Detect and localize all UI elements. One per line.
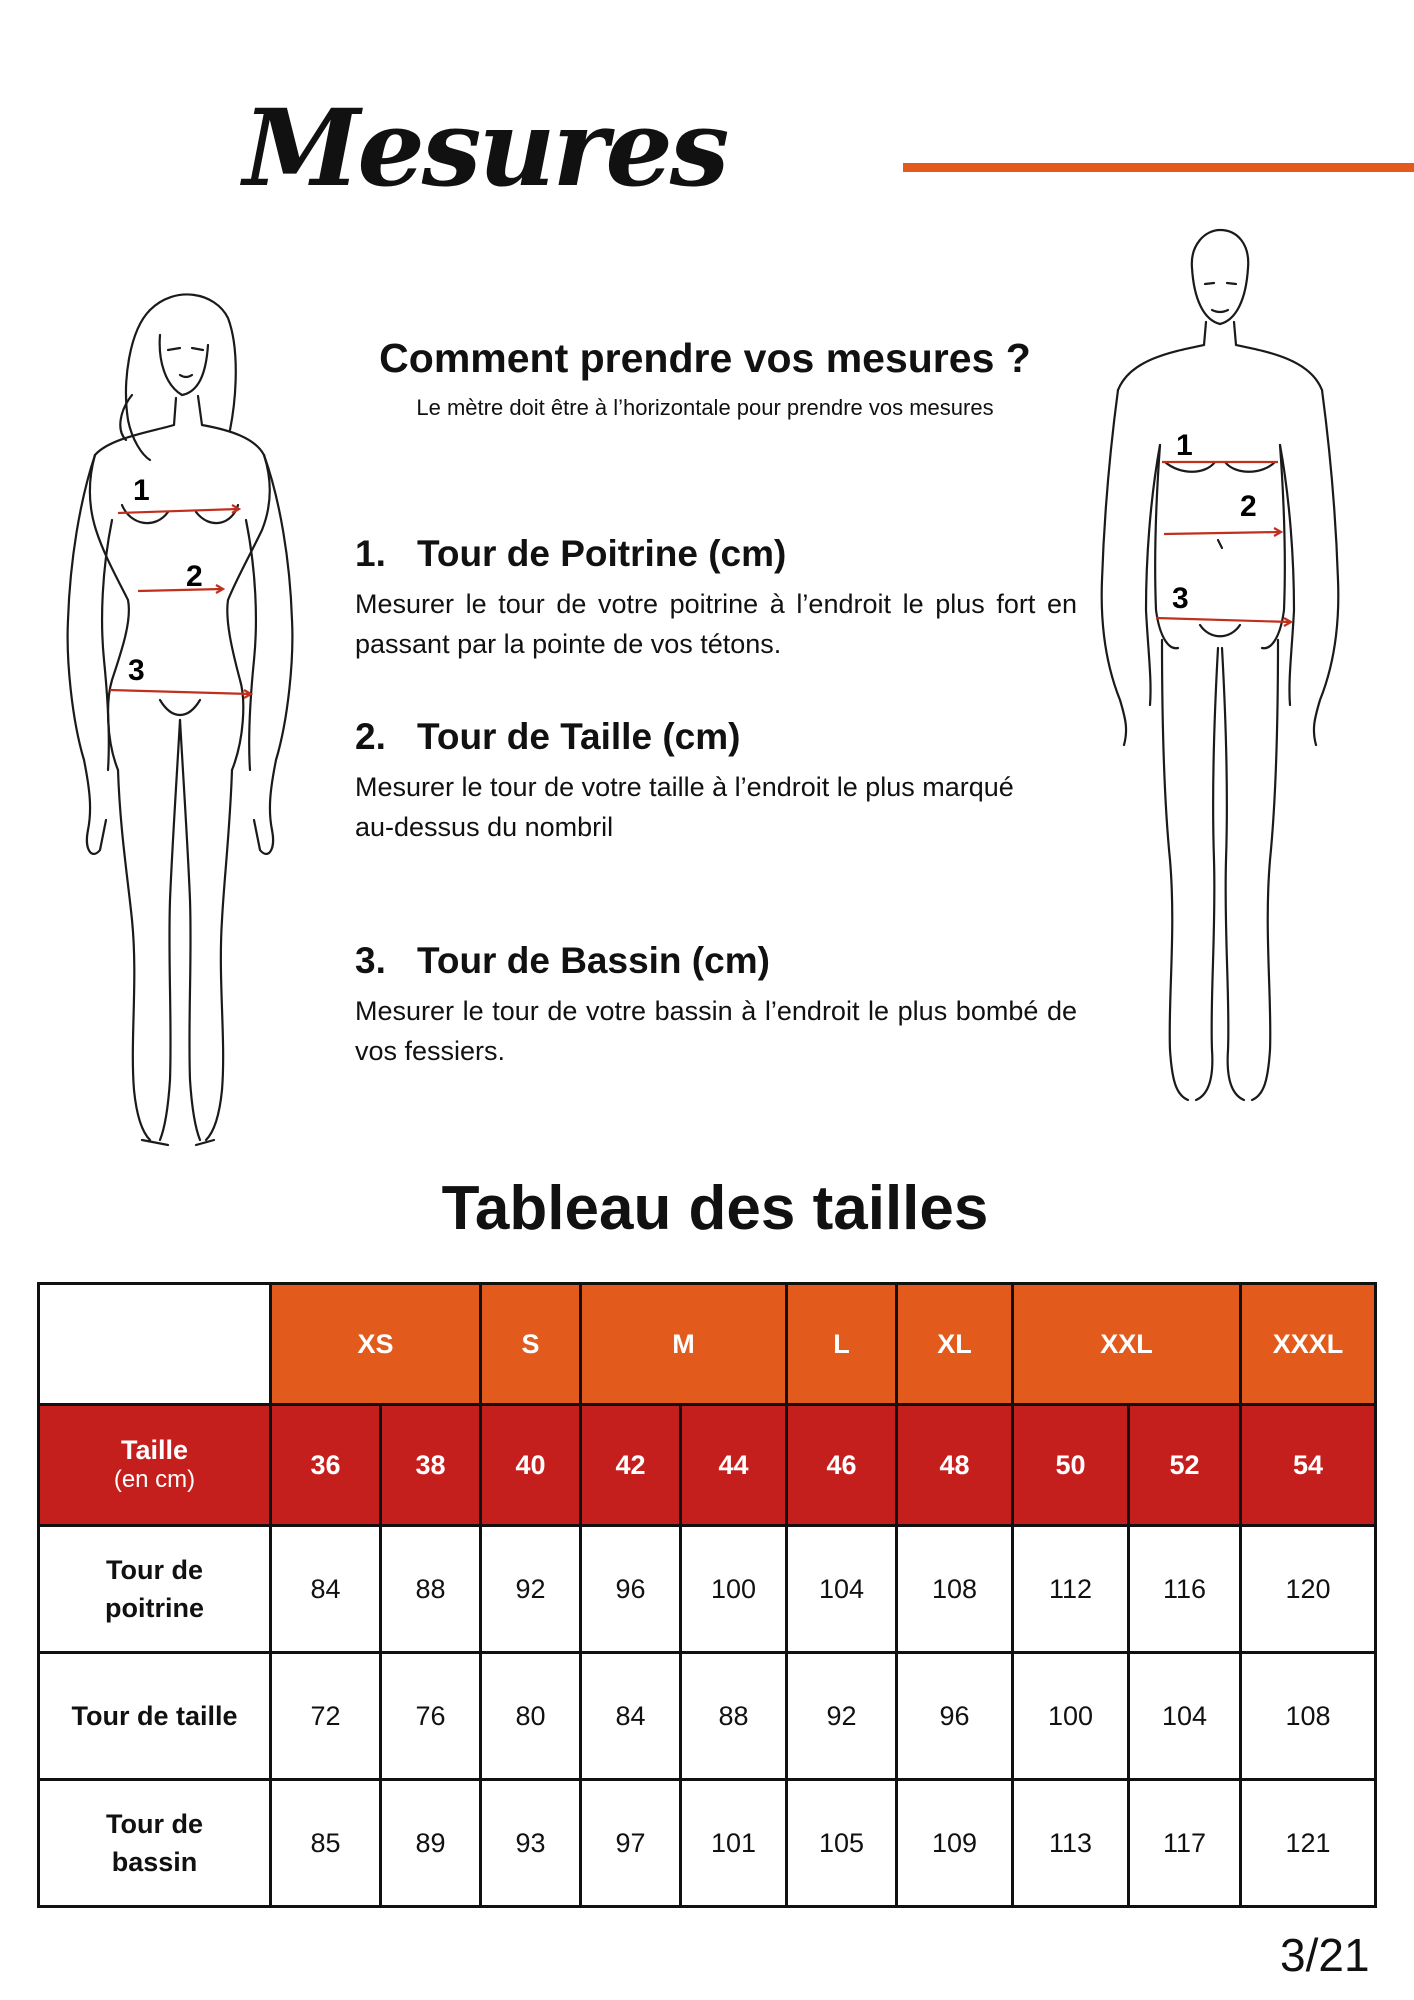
empty-corner-cell: [39, 1284, 271, 1405]
table-cell: 92: [787, 1653, 897, 1780]
row-label: [39, 1526, 271, 1653]
table-row-taille: [39, 1653, 1376, 1780]
size-table: [37, 1282, 1377, 1908]
step-text: Mesurer le tour de votre taille à l’endroit le plus marqué au-dessus du nombril: [355, 772, 1014, 842]
taille-value: 52: [1129, 1405, 1241, 1526]
male-marker-1: 1: [1176, 429, 1193, 462]
table-cell: 100: [681, 1526, 787, 1653]
table-cell: 88: [381, 1526, 481, 1653]
table-cell: 76: [381, 1653, 481, 1780]
taille-row: [39, 1405, 1376, 1526]
step-heading: [355, 942, 1077, 979]
size-group-row: [39, 1284, 1376, 1405]
title-accent-rule: [903, 163, 1414, 172]
female-marker-3: 3: [128, 654, 145, 687]
table-cell: 89: [381, 1780, 481, 1907]
female-marker-2: 2: [186, 560, 203, 593]
table-cell: 108: [1241, 1653, 1376, 1780]
taille-value: 44: [681, 1405, 787, 1526]
step-number: 1.: [355, 533, 386, 574]
step-hips: [355, 942, 1077, 1071]
taille-value: 50: [1013, 1405, 1129, 1526]
instructions-subtitle: Le mètre doit être à l’horizontale pour prendre vos mesures: [416, 395, 994, 420]
table-cell: 109: [897, 1780, 1013, 1907]
table-row-bassin: [39, 1780, 1376, 1907]
table-cell: 112: [1013, 1526, 1129, 1653]
size-table-title: Tableau des tailles: [441, 1174, 989, 1243]
row-label-line: poitrine: [105, 1593, 204, 1623]
row-label: [39, 1653, 271, 1780]
step-chest: [355, 535, 1077, 664]
table-cell: 121: [1241, 1780, 1376, 1907]
table-cell: 84: [581, 1653, 681, 1780]
table-cell: 80: [481, 1653, 581, 1780]
taille-value: 42: [581, 1405, 681, 1526]
step-waist: [355, 718, 1077, 847]
step-heading: [355, 718, 1077, 755]
male-marker-3: 3: [1172, 582, 1189, 615]
table-cell: 93: [481, 1780, 581, 1907]
female-marker-1: 1: [133, 474, 150, 507]
size-header-xxxl: XXXL: [1241, 1284, 1376, 1405]
row-label-line: Tour de taille: [71, 1701, 238, 1731]
size-header-xs: XS: [271, 1284, 481, 1405]
taille-value: 48: [897, 1405, 1013, 1526]
table-cell: 120: [1241, 1526, 1376, 1653]
taille-value: 38: [381, 1405, 481, 1526]
step-text: Mesurer le tour de votre bassin à l’endroit le plus bombé de vos fessiers.: [355, 996, 1077, 1066]
size-header-s: S: [481, 1284, 581, 1405]
step-text: Mesurer le tour de votre poitrine à l’endroit le plus fort en passant par la pointe de vos tétons.: [355, 589, 1077, 659]
table-cell: 108: [897, 1526, 1013, 1653]
step-title: Tour de Taille (cm): [417, 716, 741, 757]
row-label-line: bassin: [111, 1847, 198, 1877]
table-cell: 88: [681, 1653, 787, 1780]
table-cell: 117: [1129, 1780, 1241, 1907]
page-title: Mesures: [243, 85, 727, 210]
row-label-line: Tour de: [106, 1555, 203, 1585]
taille-unit: (en cm): [113, 1466, 196, 1493]
size-header-xl: XL: [897, 1284, 1013, 1405]
table-cell: 104: [787, 1526, 897, 1653]
table-cell: 96: [581, 1526, 681, 1653]
size-header-l: L: [787, 1284, 897, 1405]
table-cell: 116: [1129, 1526, 1241, 1653]
size-header-m: M: [581, 1284, 787, 1405]
table-row-poitrine: [39, 1526, 1376, 1653]
table-cell: 85: [271, 1780, 381, 1907]
taille-value: 54: [1241, 1405, 1376, 1526]
taille-value: 36: [271, 1405, 381, 1526]
step-title: Tour de Poitrine (cm): [417, 533, 787, 574]
step-title: Tour de Bassin (cm): [417, 940, 770, 981]
table-cell: 92: [481, 1526, 581, 1653]
taille-label: Taille: [120, 1435, 189, 1465]
table-cell: 84: [271, 1526, 381, 1653]
table-cell: 96: [897, 1653, 1013, 1780]
table-cell: 105: [787, 1780, 897, 1907]
taille-label-cell: [39, 1405, 271, 1526]
taille-value: 40: [481, 1405, 581, 1526]
step-number: 3.: [355, 940, 386, 981]
table-cell: 104: [1129, 1653, 1241, 1780]
table-cell: 101: [681, 1780, 787, 1907]
male-marker-2: 2: [1240, 490, 1257, 523]
table-cell: 100: [1013, 1653, 1129, 1780]
instructions-title: Comment prendre vos mesures ?: [379, 335, 1031, 381]
taille-value: 46: [787, 1405, 897, 1526]
page-number: 3/21: [1280, 1929, 1370, 1981]
row-label: [39, 1780, 271, 1907]
size-header-xxl: XXL: [1013, 1284, 1241, 1405]
row-label-line: Tour de: [106, 1809, 203, 1839]
table-cell: 97: [581, 1780, 681, 1907]
table-cell: 72: [271, 1653, 381, 1780]
step-number: 2.: [355, 716, 386, 757]
table-cell: 113: [1013, 1780, 1129, 1907]
step-heading: [355, 535, 1077, 572]
